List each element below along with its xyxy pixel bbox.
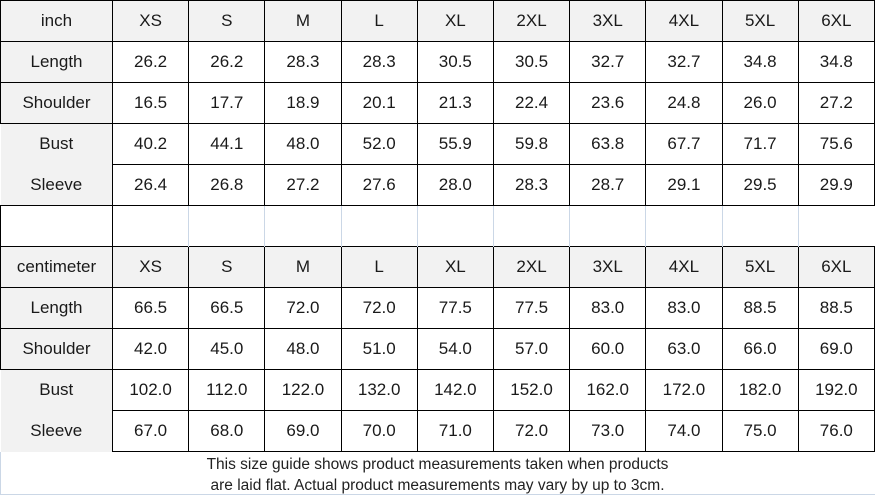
measurement-value-cell: 34.8: [722, 42, 798, 83]
measurement-value-cell: 57.0: [493, 329, 569, 370]
measurement-value-cell: 26.2: [113, 42, 189, 83]
measurement-value-cell: 67.7: [646, 124, 722, 165]
measurement-row: [1, 124, 875, 165]
unit-header-cell: centimeter: [1, 247, 113, 288]
measurement-row: [1, 83, 875, 124]
measurement-value-cell: 48.0: [265, 329, 341, 370]
measurement-row: [1, 370, 875, 411]
measurement-value-cell: 20.1: [341, 83, 417, 124]
measurement-value-cell: 32.7: [646, 42, 722, 83]
size-header-row: [1, 1, 875, 42]
measurement-value-cell: 44.1: [189, 124, 265, 165]
measurement-value-cell: 70.0: [341, 411, 417, 452]
measurement-value-cell: 66.5: [189, 288, 265, 329]
size-header-cell: M: [265, 247, 341, 288]
spacer-cell: [493, 206, 569, 247]
measurement-row: [1, 42, 875, 83]
measurement-value-cell: 55.9: [417, 124, 493, 165]
measurement-value-cell: 51.0: [341, 329, 417, 370]
spacer-cell: [113, 206, 189, 247]
measurement-label-cell: Shoulder: [1, 83, 113, 124]
spacer-cell: [798, 206, 874, 247]
measurement-label-cell: Shoulder: [1, 329, 113, 370]
measurement-value-cell: 63.0: [646, 329, 722, 370]
measurement-row: [1, 411, 875, 452]
size-guide-note: [0, 452, 875, 498]
measurement-value-cell: 182.0: [722, 370, 798, 411]
measurement-value-cell: 28.3: [265, 42, 341, 83]
measurement-value-cell: 17.7: [189, 83, 265, 124]
note-line-2: are laid flat. Actual product measurements may vary by up to 3cm.: [210, 476, 665, 494]
size-header-cell: 6XL: [798, 1, 874, 42]
measurement-value-cell: 54.0: [417, 329, 493, 370]
measurement-value-cell: 83.0: [646, 288, 722, 329]
measurement-label-cell: Length: [1, 288, 113, 329]
measurement-value-cell: 32.7: [570, 42, 646, 83]
measurement-value-cell: 27.6: [341, 165, 417, 206]
size-header-cell: 5XL: [722, 1, 798, 42]
measurement-label-cell: Bust: [1, 124, 113, 165]
measurement-value-cell: 18.9: [265, 83, 341, 124]
measurement-value-cell: 69.0: [798, 329, 874, 370]
measurement-value-cell: 192.0: [798, 370, 874, 411]
measurement-value-cell: 112.0: [189, 370, 265, 411]
measurement-value-cell: 45.0: [189, 329, 265, 370]
measurement-value-cell: 26.8: [189, 165, 265, 206]
measurement-value-cell: 88.5: [722, 288, 798, 329]
measurement-value-cell: 83.0: [570, 288, 646, 329]
size-header-cell: L: [341, 247, 417, 288]
size-header-cell: 2XL: [493, 247, 569, 288]
measurement-value-cell: 28.3: [341, 42, 417, 83]
measurement-value-cell: 30.5: [417, 42, 493, 83]
measurement-value-cell: 73.0: [570, 411, 646, 452]
measurement-value-cell: 71.7: [722, 124, 798, 165]
spacer-cell: [646, 206, 722, 247]
measurement-value-cell: 88.5: [798, 288, 874, 329]
measurement-value-cell: 75.0: [722, 411, 798, 452]
size-header-cell: M: [265, 1, 341, 42]
measurement-value-cell: 132.0: [341, 370, 417, 411]
size-header-cell: 2XL: [493, 1, 569, 42]
measurement-value-cell: 26.2: [189, 42, 265, 83]
spacer-cell: [189, 206, 265, 247]
measurement-value-cell: 29.1: [646, 165, 722, 206]
spacer-cell: [341, 206, 417, 247]
measurement-value-cell: 69.0: [265, 411, 341, 452]
measurement-value-cell: 172.0: [646, 370, 722, 411]
measurement-value-cell: 40.2: [113, 124, 189, 165]
measurement-value-cell: 30.5: [493, 42, 569, 83]
size-header-cell: XS: [113, 247, 189, 288]
measurement-value-cell: 63.8: [570, 124, 646, 165]
measurement-value-cell: 27.2: [265, 165, 341, 206]
measurement-value-cell: 72.0: [341, 288, 417, 329]
measurement-value-cell: 42.0: [113, 329, 189, 370]
measurement-value-cell: 28.3: [493, 165, 569, 206]
measurement-value-cell: 34.8: [798, 42, 874, 83]
measurement-value-cell: 23.6: [570, 83, 646, 124]
spacer-cell: [265, 206, 341, 247]
measurement-value-cell: 74.0: [646, 411, 722, 452]
measurement-value-cell: 77.5: [417, 288, 493, 329]
measurement-label-cell: Bust: [1, 370, 113, 411]
measurement-value-cell: 77.5: [493, 288, 569, 329]
size-header-cell: S: [189, 247, 265, 288]
spacer-cell: [570, 206, 646, 247]
size-header-cell: 4XL: [646, 247, 722, 288]
measurement-value-cell: 122.0: [265, 370, 341, 411]
measurement-value-cell: 48.0: [265, 124, 341, 165]
measurement-value-cell: 52.0: [341, 124, 417, 165]
measurement-value-cell: 76.0: [798, 411, 874, 452]
note-line-1: This size guide shows product measurements taken when products: [206, 455, 669, 473]
measurement-value-cell: 22.4: [493, 83, 569, 124]
size-header-cell: S: [189, 1, 265, 42]
measurement-value-cell: 60.0: [570, 329, 646, 370]
measurement-value-cell: 66.5: [113, 288, 189, 329]
measurement-value-cell: 102.0: [113, 370, 189, 411]
size-header-cell: 3XL: [570, 1, 646, 42]
spacer-cell: [722, 206, 798, 247]
size-header-cell: XL: [417, 247, 493, 288]
measurement-value-cell: 29.9: [798, 165, 874, 206]
measurement-value-cell: 24.8: [646, 83, 722, 124]
measurement-value-cell: 66.0: [722, 329, 798, 370]
measurement-value-cell: 72.0: [265, 288, 341, 329]
measurement-value-cell: 72.0: [493, 411, 569, 452]
measurement-value-cell: 28.0: [417, 165, 493, 206]
measurement-value-cell: 152.0: [493, 370, 569, 411]
measurement-value-cell: 68.0: [189, 411, 265, 452]
measurement-value-cell: 142.0: [417, 370, 493, 411]
measurement-value-cell: 67.0: [113, 411, 189, 452]
measurement-value-cell: 75.6: [798, 124, 874, 165]
unit-header-cell: inch: [1, 1, 113, 42]
spacer-row: [1, 206, 875, 247]
size-header-cell: XL: [417, 1, 493, 42]
size-header-cell: XS: [113, 1, 189, 42]
measurement-label-cell: Length: [1, 42, 113, 83]
measurement-value-cell: 27.2: [798, 83, 874, 124]
measurement-value-cell: 29.5: [722, 165, 798, 206]
measurement-label-cell: Sleeve: [1, 411, 113, 452]
measurement-row: [1, 329, 875, 370]
spacer-label-cell: [1, 206, 113, 247]
size-header-row: [1, 247, 875, 288]
measurement-row: [1, 288, 875, 329]
size-header-cell: L: [341, 1, 417, 42]
measurement-value-cell: 28.7: [570, 165, 646, 206]
size-header-cell: 5XL: [722, 247, 798, 288]
measurement-value-cell: 21.3: [417, 83, 493, 124]
measurement-value-cell: 71.0: [417, 411, 493, 452]
measurement-row: [1, 165, 875, 206]
measurement-value-cell: 162.0: [570, 370, 646, 411]
size-header-cell: 4XL: [646, 1, 722, 42]
size-chart-body: [1, 1, 875, 452]
size-header-cell: 6XL: [798, 247, 874, 288]
size-header-cell: 3XL: [570, 247, 646, 288]
measurement-value-cell: 26.0: [722, 83, 798, 124]
measurement-value-cell: 26.4: [113, 165, 189, 206]
measurement-value-cell: 16.5: [113, 83, 189, 124]
spacer-cell: [417, 206, 493, 247]
measurement-value-cell: 59.8: [493, 124, 569, 165]
measurement-label-cell: Sleeve: [1, 165, 113, 206]
